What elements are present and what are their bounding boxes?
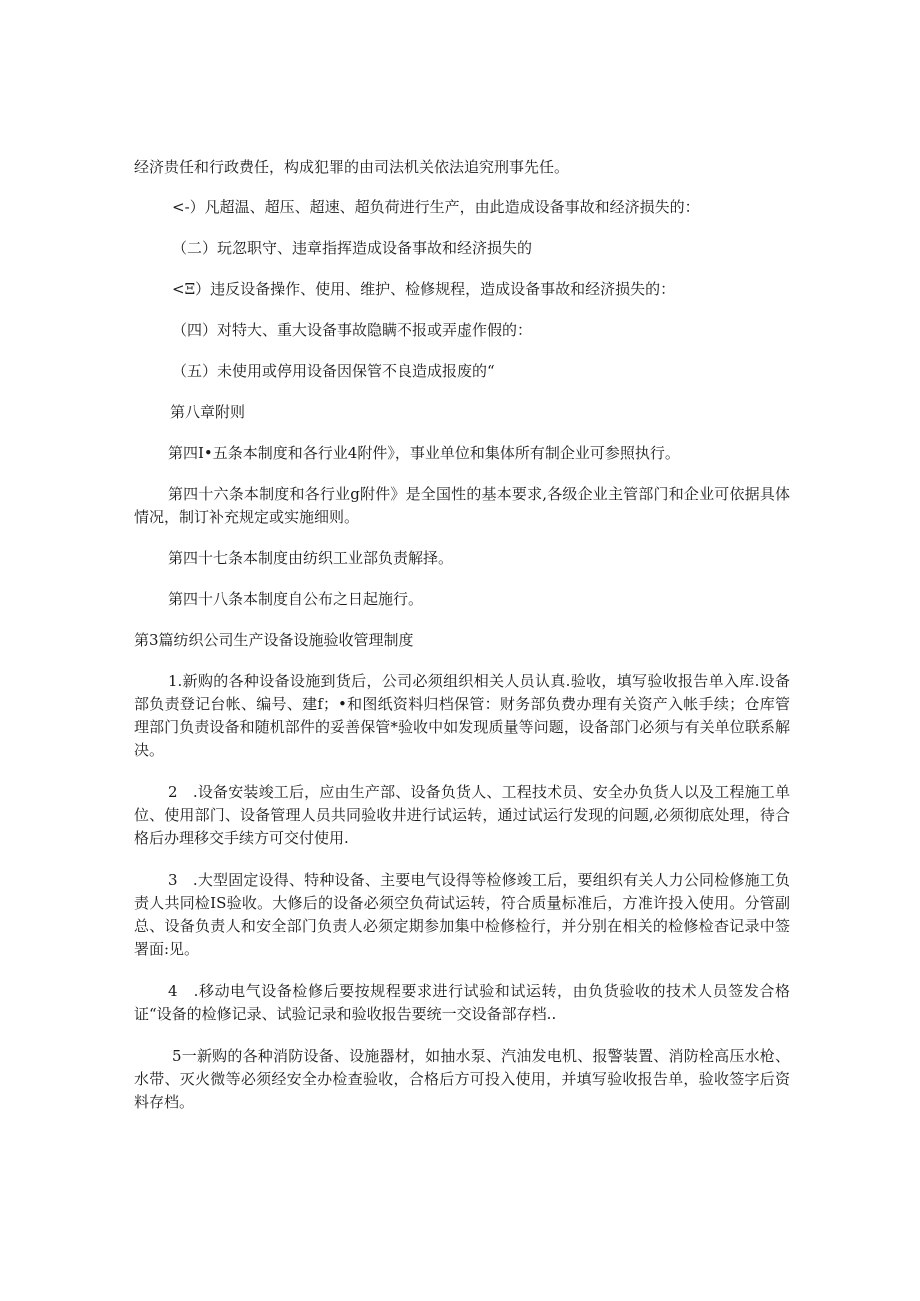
continuation-line: 经济贵任和行政费任，构成犯罪的由司法机关依法追究刑事先任。 (134, 158, 570, 176)
numbered-paragraph: 4 .移动电气设备检修后要按规程要求进行试验和试运转，由负货验收的技术人员签发合格证“设备的检修记录、试验记录和验收报告要统一交设备部存档.. (134, 982, 790, 1023)
article-paragraph: 第四I•五条本制度和各行业4附件》，事业单位和集体所有制企业可参照执行。 (168, 444, 680, 462)
list-item: （二）玩忽职守、违章指挥造成设备事故和经济损失的 (172, 239, 533, 257)
article-paragraph: 第四十八条本制度自公布之日起施行。 (168, 590, 424, 608)
list-item: （四）对特大、重大设备事故隐瞒不报或弄虚作假的： (172, 321, 533, 339)
document-body (134, 156, 790, 1133)
chapter-title: 第八章附则 (170, 403, 246, 421)
list-item: <-）凡超温、超压、超速、超负荷进行生产，由此造成设备事故和经济损失的： (172, 198, 700, 216)
numbered-paragraph: 2 .设备安装竣工后，应由生产部、设备负货人、工程技术员、安全办负货人以及工程施工单位、使用部门、设备管理人员共同验收井进行试运转，通过试运行发现的问题,必须彻底处理，待合格后办理移交手续方可交付使用. (134, 783, 790, 847)
section-title: 第3篇纺织公司生产设备设施验收管理制度 (134, 631, 414, 649)
article-paragraph: 第四十六条本制度和各行业g附件》是全国性的基本要求,各级企业主管部门和企业可依据具体情况，制订补充规定或实施细则。 (134, 485, 790, 526)
numbered-paragraph: 3 .大型固定设得、特种设备、主要电气设得等检修竣工后，要组织有关人力公同检修施工负责人共同检IS验收。大修后的设备必须空负荷试运转，符合质量标准后，方准许投入使用。分管副总、设备负责人和安全部门负责人必须定期参加集中检修检行，并分别在相关的检修检杳记录中签署面:见。 (134, 871, 790, 958)
numbered-paragraph: 5一新购的各种消防设备、设施器材，如抽水泵、汽油发电机、报警装置、消防栓高压水枪、水带、灭火微等必须经安全办检查验收，合格后方可投入使用，并填写验收报告单，验收签字后资料存档。 (134, 1047, 790, 1111)
list-item: （五）未使用或停用设备因保管不良造成报废的“ (172, 362, 495, 380)
list-item: <Ξ）违反设备操作、使用、维护、检修规程，造成设备事故和经济损失的： (172, 280, 676, 298)
article-paragraph: 第四十七条本制度由纺织工业部负责解择。 (168, 549, 454, 567)
numbered-paragraph: 1.新购的各种设备设施到货后，公司必须组织相关人员认真.验收，填写验收报告单入库.设备部负责登记台帐、编号、建f；•和图纸资料归档保管：财务部负费办理有关资产入帐手续；仓库管理部门负责设备和随机部件的妥善保管*验收中如发现质量等问题，设备部门必须与有关单位联系解决。 (134, 672, 790, 759)
